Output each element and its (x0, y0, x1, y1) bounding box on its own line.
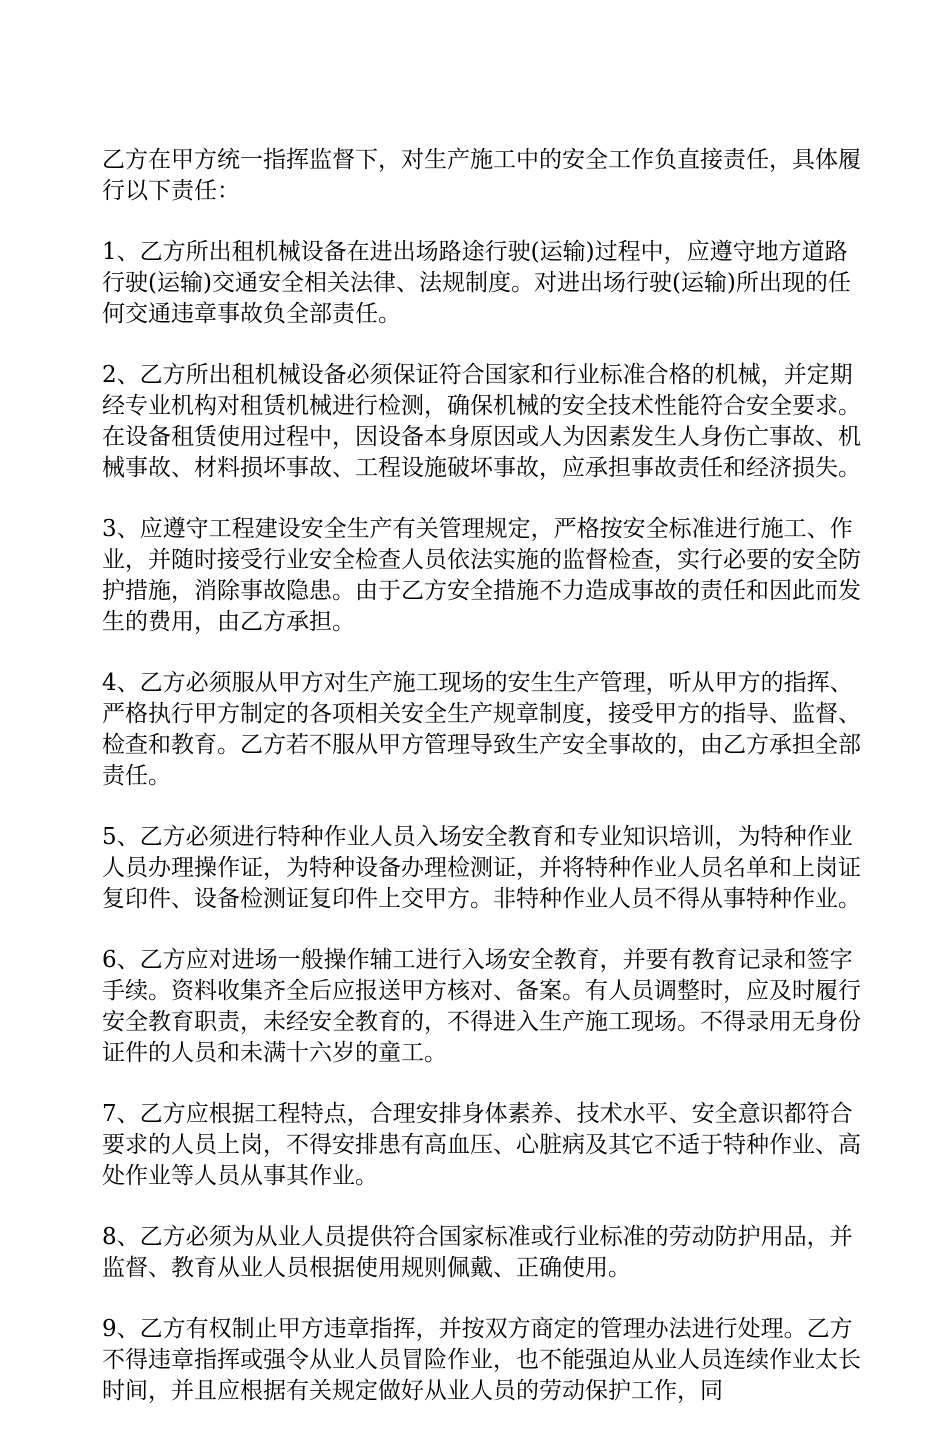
intro-paragraph: 乙方在甲方统一指挥监督下，对生产施工中的安全工作负直接责任，具体履行以下责任： (102, 147, 861, 204)
document-body (102, 145, 862, 1437)
clause-4-paragraph: 4、乙方必须服从甲方对生产施工现场的安生生产管理，听从甲方的指挥、严格执行甲方制定的各项相关安全生产规章制度，接受甲方的指导、监督、检查和教育。乙方若不服从甲方管理导致生产安全事故的，由乙方承担全部责任。 (102, 670, 861, 789)
clause-5-paragraph: 5、乙方必须进行特种作业人员入场安全教育和专业知识培训，为特种作业人员办理操作证，为特种设备办理检测证，并将特种作业人员名单和上岗证复印件、设备检测证复印件上交甲方。非特种作业人员不得从事特种作业。 (102, 824, 861, 912)
clause-9-paragraph: 9、乙方有权制止甲方违章指挥，并按双方商定的管理办法进行处理。乙方不得违章指挥或强令从业人员冒险作业，也不能强迫从业人员连续作业太长时间，并且应根据有关规定做好从业人员的劳动保护工作，同 (102, 1316, 861, 1404)
clause-2-paragraph: 2、乙方所出租机械设备必须保证符合国家和行业标准合格的机械，并定期经专业机构对租赁机械进行检测，确保机械的安全技术性能符合安全要求。在设备租赁使用过程中，因设备本身原因或人为因素发生人身伤亡事故、机械事故、材料损坏事故、工程设施破坏事故，应承担事故责任和经济损失。 (102, 362, 861, 481)
clause-1-paragraph: 1、乙方所出租机械设备在进出场路途行驶(运输)过程中，应遵守地方道路行驶(运输)交通安全相关法律、法规制度。对进出场行驶(运输)所出现的任何交通违章事故负全部责任。 (102, 239, 851, 327)
clause-3-paragraph: 3、应遵守工程建设安全生产有关管理规定，严格按安全标准进行施工、作业，并随时接受行业安全检查人员依法实施的监督检查，实行必要的安全防护措施，消除事故隐患。由于乙方安全措施不力造成事故的责任和因此而发生的费用，由乙方承担。 (102, 516, 861, 635)
clause-8-paragraph: 8、乙方必须为从业人员提供符合国家标准或行业标准的劳动防护用品，并监督、教育从业人员根据使用规则佩戴、正确使用。 (102, 1224, 853, 1281)
clause-6-paragraph: 6、乙方应对进场一般操作辅工进行入场安全教育，并要有教育记录和签字手续。资料收集齐全后应报送甲方核对、备案。有人员调整时，应及时履行安全教育职责，未经安全教育的，不得进入生产施工现场。不得录用无身份证件的人员和未满十六岁的童工。 (102, 947, 861, 1066)
clause-7-paragraph: 7、乙方应根据工程特点，合理安排身体素养、技术水平、安全意识都符合要求的人员上岗，不得安排患有高血压、心脏病及其它不适于特种作业、高处作业等人员从事其作业。 (102, 1101, 861, 1189)
